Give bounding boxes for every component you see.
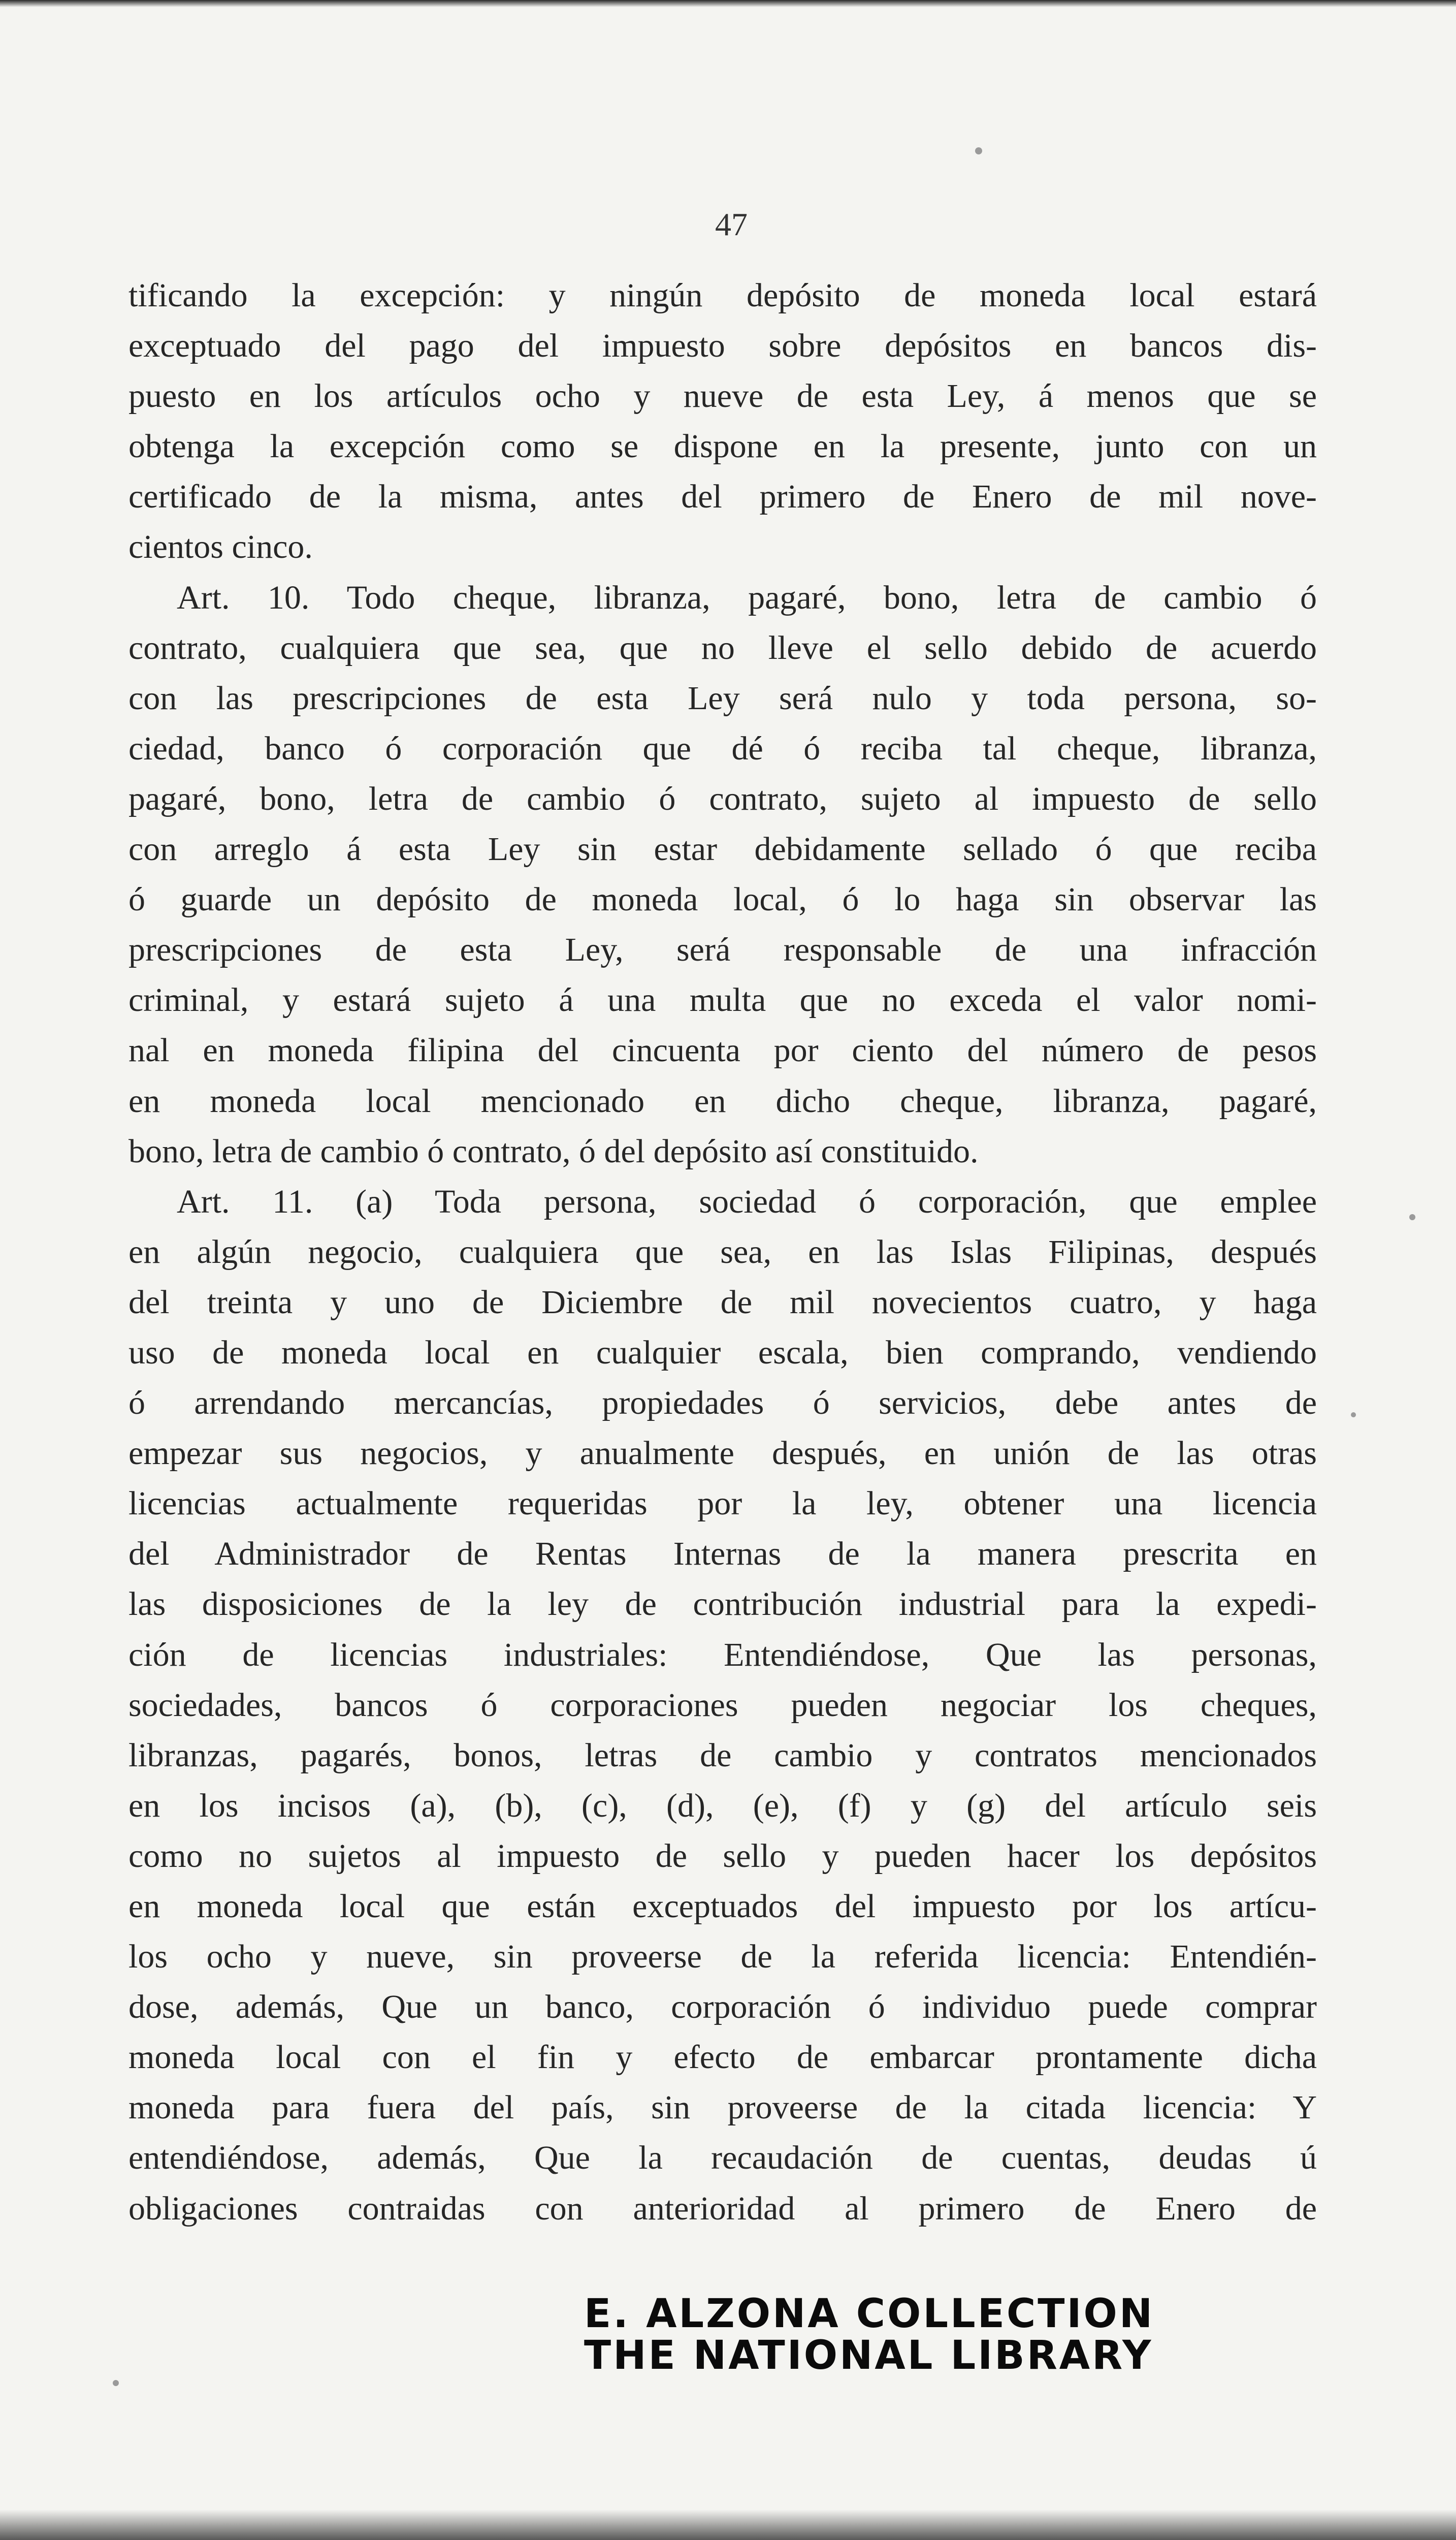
text-line: moneda local con el fin y efecto de embarcar prontamente dicha — [128, 2039, 1317, 2076]
text-line: bono, letra de cambio ó contrato, ó del depósito así constituido. — [128, 1132, 979, 1170]
page-number: 47 — [715, 206, 748, 242]
text-line: nal en moneda filipina del cincuenta por ciento del número de pesos — [128, 1032, 1317, 1069]
text-line: prescripciones de esta Ley, será responsable de una infracción — [128, 931, 1317, 969]
text-line: empezar sus negocios, y anualmente después, en unión de las otras — [128, 1435, 1317, 1472]
text-line: en moneda local mencionado en dicho cheque, libranza, pagaré, — [128, 1082, 1317, 1120]
text-line: del Administrador de Rentas Internas de la manera prescrita en — [128, 1535, 1317, 1573]
text-line: tificando la excepción: y ningún depósito de moneda local estará — [128, 277, 1317, 314]
text-line: certificado de la misma, antes del primero de Enero de mil nove- — [128, 478, 1317, 516]
scan-speck — [975, 147, 982, 154]
text-line: libranzas, pagarés, bonos, letras de cambio y contratos mencionados — [128, 1736, 1317, 1774]
scan-speck — [1409, 1214, 1415, 1220]
article-11-heading-line: Art. 11. (a) Toda persona, sociedad ó corporación, que emplee — [177, 1183, 1317, 1220]
library-stamp — [584, 2291, 1209, 2378]
text-line: uso de moneda local en cualquier escala, bien comprando, vendiendo — [128, 1334, 1317, 1371]
text-line: puesto en los artículos ocho y nueve de esta Ley, á menos que se — [128, 377, 1317, 415]
article-10-heading-line: Art. 10. Todo cheque, libranza, pagaré, bono, letra de cambio ó — [177, 579, 1317, 616]
text-line: pagaré, bono, letra de cambio ó contrato, sujeto al impuesto de sello — [128, 780, 1317, 817]
scan-top-edge — [0, 0, 1456, 7]
scan-speck — [1351, 1412, 1356, 1417]
text-line: licencias actualmente requeridas por la ley, obtener una licencia — [128, 1485, 1317, 1522]
text-line: ó guarde un depósito de moneda local, ó lo haga sin observar las — [128, 881, 1317, 918]
text-line: en algún negocio, cualquiera que sea, en las Islas Filipinas, después — [128, 1233, 1317, 1271]
text-line: exceptuado del pago del impuesto sobre depósitos en bancos dis- — [128, 327, 1317, 365]
text-line: cientos cinco. — [128, 528, 313, 566]
text-line: criminal, y estará sujeto á una multa que no exceda el valor nomi- — [128, 981, 1317, 1019]
text-line: los ocho y nueve, sin proveerse de la referida licencia: Entendién- — [128, 1938, 1317, 1976]
text-line: dose, además, Que un banco, corporación ó individuo puede comprar — [128, 1988, 1317, 2026]
text-line: ción de licencias industriales: Entendiéndose, Que las personas, — [128, 1636, 1317, 1673]
scan-speck — [113, 2380, 119, 2386]
text-line: las disposiciones de la ley de contribución industrial para la expedi- — [128, 1585, 1317, 1623]
scan-bottom-edge — [0, 2510, 1456, 2540]
text-line: como no sujetos al impuesto de sello y pueden hacer los depósitos — [128, 1837, 1317, 1875]
text-line: obligaciones contraidas con anterioridad al primero de Enero de — [128, 2189, 1317, 2227]
stamp-line-library: THE NATIONAL LIBRARY — [584, 2332, 1153, 2378]
text-line: en los incisos (a), (b), (c), (d), (e), (f) y (g) del artículo seis — [128, 1787, 1317, 1824]
text-line: moneda para fuera del país, sin proveerse de la citada licencia: Y — [128, 2089, 1317, 2126]
text-line: obtenga la excepción como se dispone en la presente, junto con un — [128, 428, 1317, 465]
text-line: ó arrendando mercancías, propiedades ó servicios, debe antes de — [128, 1384, 1317, 1422]
text-line: sociedades, bancos ó corporaciones pueden negociar los cheques, — [128, 1686, 1317, 1724]
text-line: ciedad, banco ó corporación que dé ó reciba tal cheque, libranza, — [128, 729, 1317, 767]
text-line: del treinta y uno de Diciembre de mil novecientos cuatro, y haga — [128, 1283, 1317, 1321]
text-line: contrato, cualquiera que sea, que no lleve el sello debido de acuerdo — [128, 629, 1317, 666]
text-line: con las prescripciones de esta Ley será nulo y toda persona, so- — [128, 679, 1317, 717]
text-line: con arreglo á esta Ley sin estar debidamente sellado ó que reciba — [128, 831, 1317, 868]
stamp-line-collection: E. ALZONA COLLECTION — [584, 2291, 1155, 2337]
body-text — [128, 270, 1317, 2234]
text-line: entendiéndose, además, Que la recaudación de cuentas, deudas ú — [128, 2139, 1317, 2177]
text-line: en moneda local que están exceptuados del impuesto por los artícu- — [128, 1888, 1317, 1925]
